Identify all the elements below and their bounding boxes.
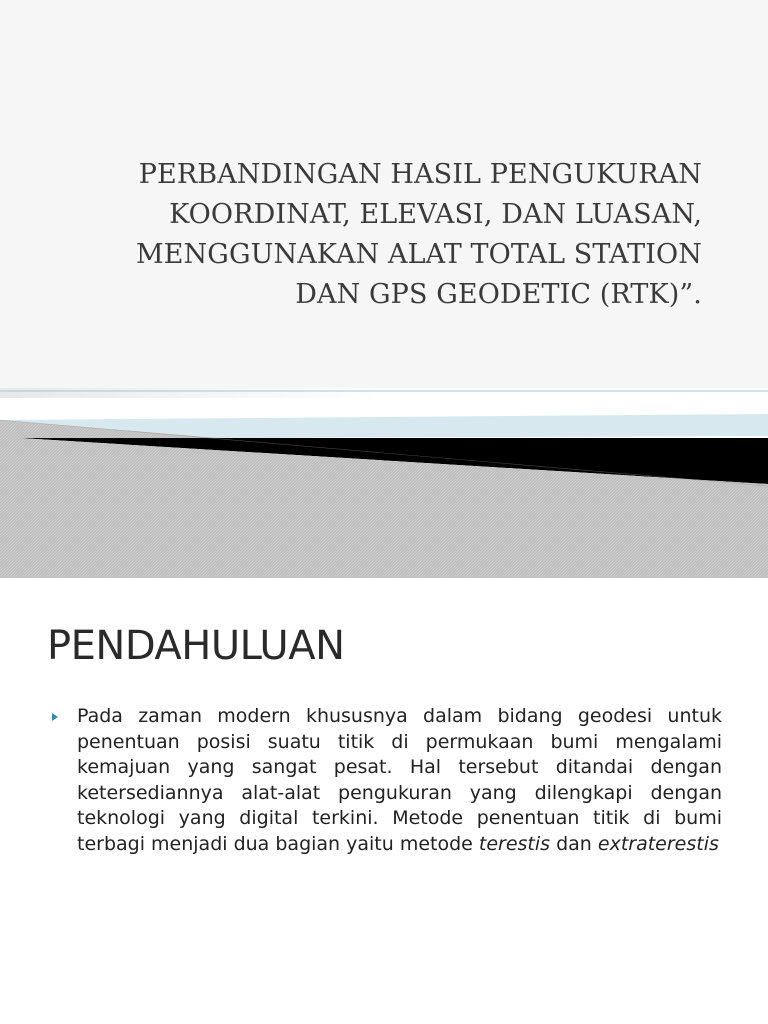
bullet-list-item — [52, 704, 722, 857]
bullet-italic-term-2: extraterestis — [597, 832, 719, 855]
triangle-bullet-icon — [52, 713, 58, 721]
title-line-4: DAN GPS GEODETIC (RTK)”. — [295, 279, 702, 310]
band-top-strip — [0, 388, 380, 398]
decorative-band — [0, 388, 768, 578]
title-line-1: PERBANDINGAN HASIL PENGUKURAN — [138, 159, 702, 190]
title-line-2: KOORDINAT, ELEVASI, DAN LUASAN, — [169, 199, 702, 230]
title-slide — [0, 0, 768, 390]
section-heading: PENDAHULUAN — [47, 623, 345, 669]
bullet-paragraph — [77, 704, 722, 857]
slide-title-text — [82, 155, 702, 315]
bullet-italic-term-1: terestis — [478, 832, 551, 855]
bullet-text-main: Pada zaman modern khususnya dalam bidang geodesi untuk penentuan posisi suatu titik di permukaan bumi mengalami kemajuan yang sangat pesat. Hal tersebut ditandai dengan ketersediannya alat-alat pengukuran yang dilengkapi dengan teknologi yang digital terkini. Metode penentuan titik di bumi terbagi menjadi dua bagian yaitu metode — [77, 705, 722, 855]
title-line-3: MENGGUNAKAN ALAT TOTAL STATION — [136, 239, 702, 270]
bullet-text-conjunction: dan — [550, 832, 598, 855]
